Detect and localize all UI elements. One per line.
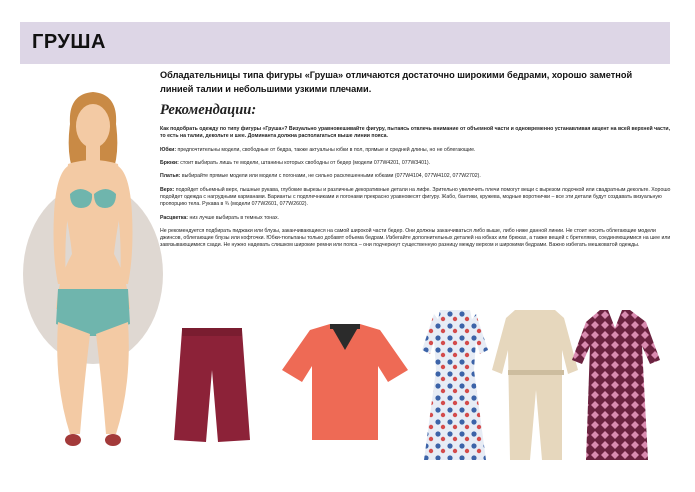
floral-dress-image — [422, 310, 488, 460]
page-title: ГРУША — [32, 31, 106, 53]
patterned-dress-image — [572, 310, 660, 460]
shorts-image — [174, 328, 250, 442]
intro-text: Обладательницы типа фигуры «Груша» отличаются достаточно широкими бедрами, хорошо заметной линией талии и небольшими узкими плечами. — [160, 70, 633, 94]
pear-body-figure-illustration — [18, 84, 168, 464]
paragraph-skirts: Юбки: предпочтительны модели, свободные от бедра, также актуальны юбки в пол, прямые и средней длины, но не облегающие. — [160, 146, 476, 153]
recommendations-body — [160, 126, 672, 256]
left-shoe — [65, 434, 81, 446]
paragraph-trousers: Брюки: стоит выбирать лишь те модели, штанины которых свободны от бедер (модели 077W4201, 077W3401). — [160, 159, 431, 166]
page-header — [20, 22, 670, 64]
paragraph-not-recommended: Не рекомендуется подбирать пиджаки или блузы, заканчивающиеся на самой широкой части бедер. Они должны заканчиваться либо выше, либо ниже данной линии. Не стоит носить облегающие модели джинсов, облегающие блузы или кофточки. Юбки-тюльпаны только добавят объема бедрам. Избегайте дополнительных деталей на юбках или брюках, а также вещей с бретелями, соединяющимися на шее или завязывающимися сзади. Не нужно надевать слишком широкие ремни или пояса – они подчеркнут существенную разницу между верхом и широкими бедрами. Важно избегать мешковатой одежды. — [160, 227, 671, 249]
paragraph-dresses: Платья: выбирайте прямые модели или модели с погонами, не сильно расклешенными юбками (077W4104, 077W4102, 077W2702). — [160, 173, 481, 180]
blouse-image — [282, 324, 408, 440]
paragraph-top: Верх: подойдет объемный верх, пышные рукава, глубокие вырезы и различные декоративные детали на лифе. Зрительно увеличить плечи помогут вещи с вырезом лодочкой или свадратным декольте. Хорошо подойдет одежда с нагрудными карманами. Варианты с подплечниками и погонами прекрасно уравновесят фигуру. Жабо, бантики, кружева, модные воротнички – все эти детали будут создавать визуальную пропорцию тела. Рукава в ¾ (модели 077W2601, 077W2602). — [160, 186, 671, 208]
recommendations-heading: Рекомендации: — [160, 102, 257, 118]
paragraph-colors: Расцветка: низ лучше выбирать в темных тонах. — [160, 214, 279, 221]
paragraph-how-to-choose: Как подобрать одежду по типу фигуры «Груша»? Визуально уравновешивайте фигуру, пытаясь отвлечь внимание от объемной части и одновременно устанавливая акцент на всей верхней части, то есть на талии, декольте и шее. Доминанта должна располагаться выше линии пояса. — [160, 126, 671, 140]
right-shoe — [105, 434, 121, 446]
clothing-examples — [170, 310, 670, 470]
jumpsuit-image — [492, 310, 578, 460]
